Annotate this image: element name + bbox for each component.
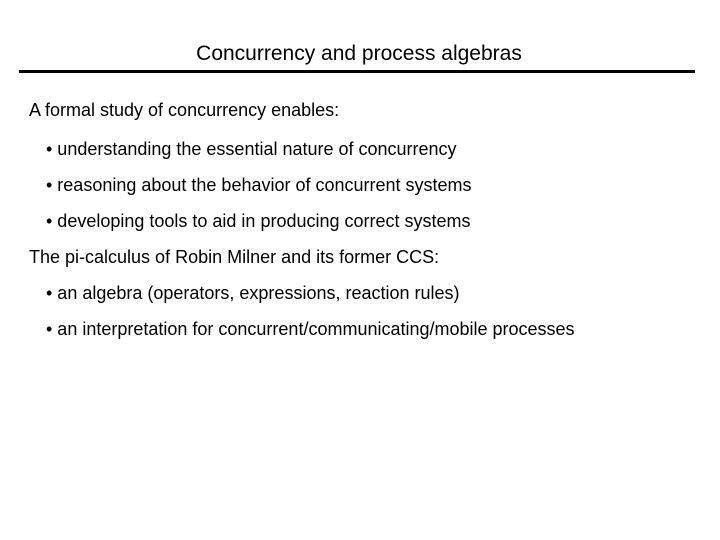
bullet-developing-tools: • developing tools to aid in producing correct systems	[46, 211, 471, 231]
bullet-interpretation: • an interpretation for concurrent/communicating/mobile processes	[46, 319, 575, 339]
section-heading-formal-study: A formal study of concurrency enables:	[29, 100, 340, 120]
bullet-understanding: • understanding the essential nature of concurrency	[46, 139, 457, 159]
title-divider	[19, 70, 695, 73]
section-heading-pi-calculus: The pi-calculus of Robin Milner and its former CCS:	[29, 247, 440, 267]
bullet-algebra: • an algebra (operators, expressions, reaction rules)	[46, 283, 460, 303]
slide-title: Concurrency and process algebras	[196, 42, 522, 65]
bullet-reasoning: • reasoning about the behavior of concurrent systems	[46, 175, 472, 195]
